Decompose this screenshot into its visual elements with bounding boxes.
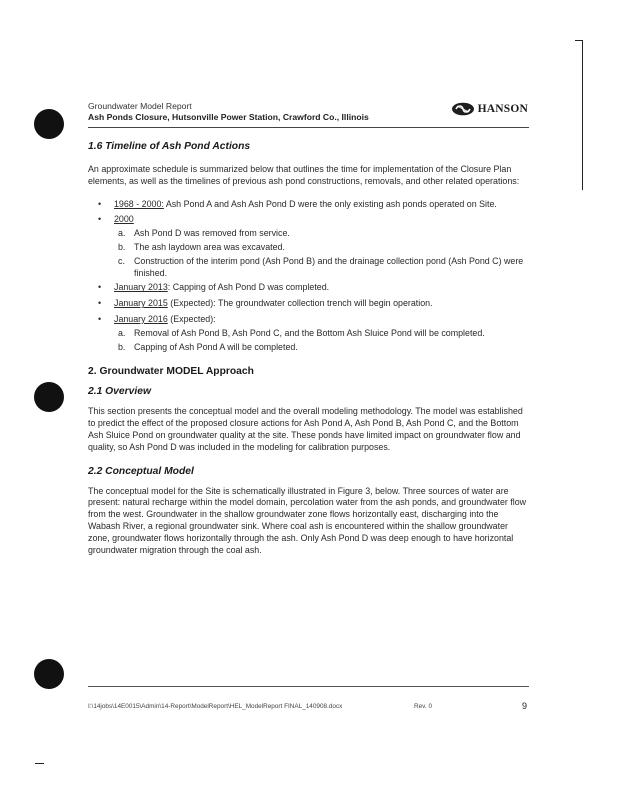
timeline-item — [88, 199, 528, 211]
footer-file-path: I:\14jobs\14E0015\Admin\14-Report\ModelReport\HEL_ModelReport FINAL_140908.docx — [88, 703, 343, 710]
page-edge-right — [582, 40, 583, 190]
subitem-text: Removal of Ash Pond B, Ash Pond C, and the Bottom Ash Sluice Pond will be completed. — [134, 327, 485, 338]
timeline-item — [88, 298, 528, 310]
footer-revision: Rev. 0 — [414, 703, 432, 710]
subitem-marker: c. — [118, 255, 125, 266]
punch-hole-top — [34, 109, 64, 139]
section-2-2-heading: 2.2 Conceptual Model — [88, 465, 194, 477]
timeline-text: (Expected): The groundwater collection trench will begin operation. — [167, 298, 433, 309]
timeline-subitem — [114, 328, 528, 340]
timeline-date: January 2015 — [114, 298, 168, 309]
timeline-subitem — [114, 342, 528, 354]
timeline-subitem — [114, 256, 528, 280]
section-2-1-heading: 2.1 Overview — [88, 386, 151, 398]
timeline-subitem — [114, 242, 528, 254]
punch-hole-middle — [34, 382, 64, 412]
subitem-marker: a. — [118, 228, 126, 239]
timeline-date: 2000 — [114, 214, 134, 225]
timeline-date: January 2016 — [114, 313, 168, 324]
hanson-logo-icon — [451, 102, 475, 116]
subitem-text: Capping of Ash Pond A will be completed. — [134, 341, 298, 352]
page-content — [88, 140, 528, 556]
footer-rule — [88, 686, 529, 687]
section-2-2-body: The conceptual model for the Site is schematically illustrated in Figure 3, below. Three sources of water are present: natural recharge within the model domain, percolation water from the ash ponds, and groundwater flow from the west. Groundwater in the shallow groundwater zone flows horizontally east, discharging into the Wabash River, a regional groundwater sink. Where coal ash is encountered within the shallow groundwater zone, groundwater flows horizontally through the ash. Only Ash Pond D was deep enough to have horizontal groundwater migration through the coal ash. — [88, 485, 527, 555]
section-2-heading: 2. Groundwater MODEL Approach — [88, 366, 254, 378]
timeline-text: (Expected): — [167, 313, 216, 324]
timeline-date: January 2013 — [114, 282, 168, 293]
header-rule — [88, 127, 529, 128]
section-2-1-body: This section presents the conceptual model and the overall modeling methodology. The model was established to predict the effect of the proposed closure actions for Ash Pond A, Ash Pond B, Ash Pond C, and the Bottom Ash Sluice Pond on groundwater quality at the site. These ponds have limited impact on groundwater flow and quality, so Ash Pond D was included in the modeling for calibration purposes. — [88, 406, 523, 452]
timeline-item — [88, 214, 528, 279]
timeline-subitem — [114, 228, 528, 240]
timeline-item — [88, 282, 528, 294]
subitem-text: Construction of the interim pond (Ash Pond B) and the drainage collection pond (Ash Pond C) were finished. — [134, 255, 524, 278]
subitem-marker: b. — [118, 241, 126, 252]
page-number: 9 — [521, 701, 527, 711]
timeline-text: : Capping of Ash Pond D was completed. — [167, 282, 330, 293]
subitem-marker: b. — [118, 341, 126, 352]
report-header — [88, 101, 528, 123]
subitem-text: Ash Pond D was removed from service. — [134, 228, 290, 239]
subitem-marker: a. — [118, 327, 126, 338]
timeline-sublist — [114, 328, 528, 354]
timeline-sublist — [114, 228, 528, 279]
hanson-logo — [451, 102, 528, 116]
timeline-date: 1968 - 2000: — [114, 198, 164, 209]
page-edge-right-tick — [575, 40, 583, 41]
report-title: Groundwater Model Report — [88, 101, 192, 111]
section-1-6-intro: An approximate schedule is summarized below that outlines the time for implementation of the Closure Plan elements, as well as the timelines of previous ash pond constructions, removals, and other related operations: — [88, 164, 520, 186]
report-subtitle: Ash Ponds Closure, Hutsonville Power Station, Crawford Co., Illinois — [88, 112, 369, 122]
timeline-item — [88, 314, 528, 353]
section-1-6-heading: 1.6 Timeline of Ash Pond Actions — [88, 141, 251, 152]
timeline-list — [88, 199, 528, 354]
page-edge-left-tick — [35, 763, 44, 764]
hanson-logo-text: HANSON — [477, 103, 528, 115]
punch-hole-bottom — [34, 659, 64, 689]
timeline-text: Ash Pond A and Ash Ash Pond D were the only existing ash ponds operated on Site. — [163, 198, 497, 209]
subitem-text: The ash laydown area was excavated. — [134, 241, 285, 252]
